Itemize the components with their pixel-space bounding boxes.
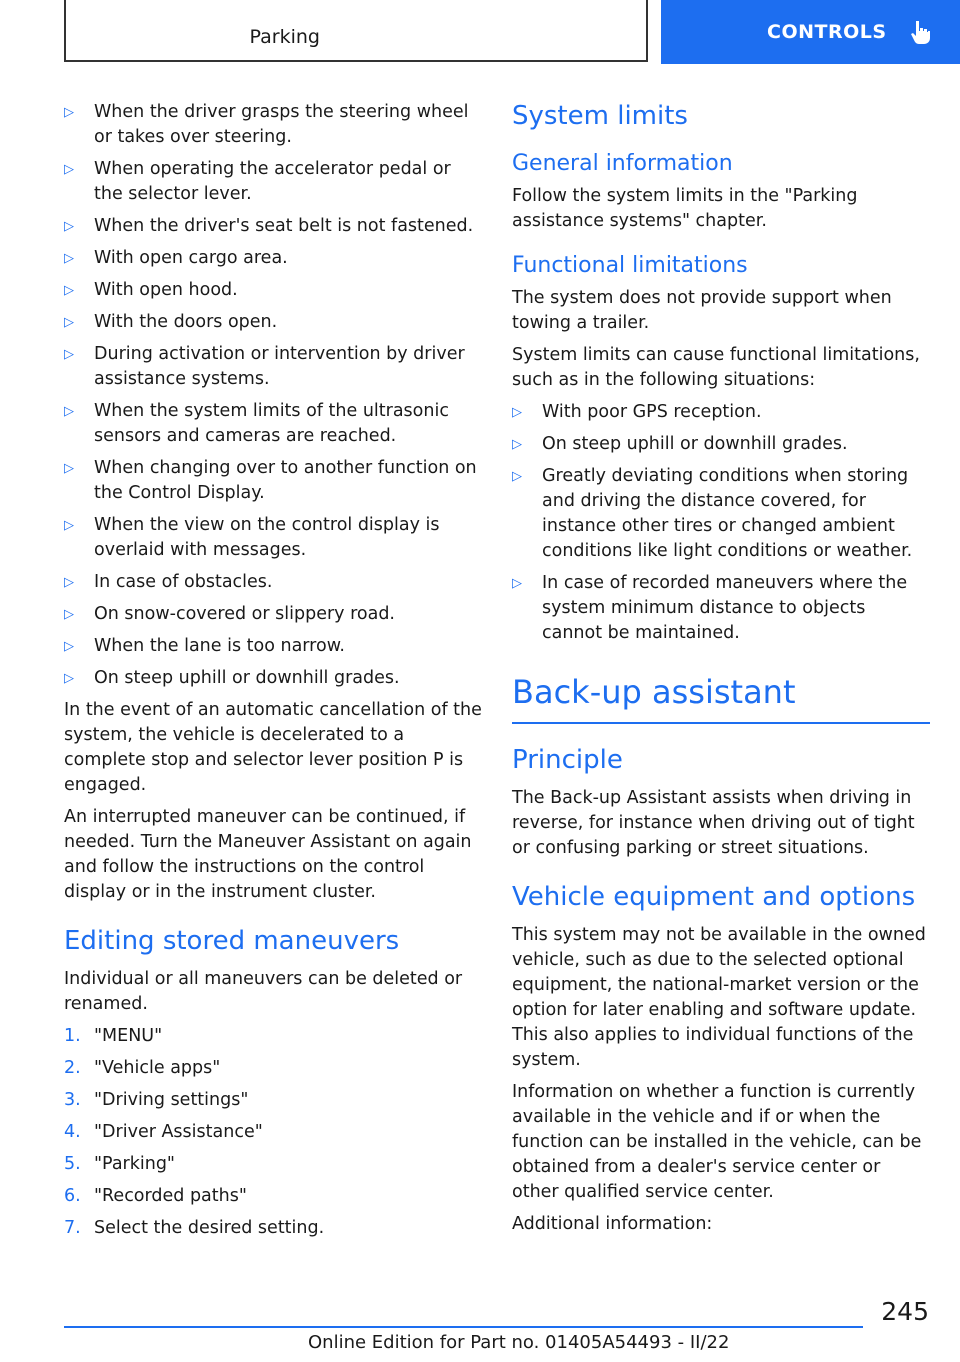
list-item: ▷ Greatly deviating conditions when storing and driving the distance covered, for instance other tires or changed ambient conditions like light conditions or weather.	[512, 466, 913, 561]
principle-text: The Back-up Assistant assists when driving in reverse, for instance when driving out of tight or confusing parking or street situations.	[512, 788, 915, 858]
cancellation-paragraph: In the event of an automatic cancellation of the system, the vehicle is decelerated to a complete stop and selector lever position P is engaged.	[64, 700, 482, 795]
list-item: ▷ When the driver's seat belt is not fastened.	[64, 214, 484, 239]
triangle-bullet-icon: ▷	[64, 219, 74, 234]
list-item: ▷ When the driver grasps the steering wheel or takes over steering.	[64, 102, 469, 147]
list-item: 3. "Driving settings"	[64, 1090, 249, 1110]
list-item: 4. "Driver Assistance"	[64, 1122, 263, 1142]
left-column	[64, 100, 484, 1248]
tab-controls-label: CONTROLS	[767, 21, 887, 43]
editing-intro: Individual or all maneuvers can be deleted or renamed.	[64, 969, 463, 1014]
triangle-bullet-icon: ▷	[64, 404, 74, 419]
list-item: 2. "Vehicle apps"	[64, 1058, 221, 1078]
general-information-text: Follow the system limits in the "Parking assistance systems" chapter.	[512, 186, 858, 231]
functional-limitations-heading: Functional limitations	[512, 253, 748, 278]
footer-divider	[64, 1326, 863, 1328]
list-item: ▷ On steep uphill or downhill grades.	[512, 432, 930, 457]
list-item: 5. "Parking"	[64, 1154, 175, 1174]
continue-paragraph: An interrupted maneuver can be continued, if needed. Turn the Maneuver Assistant on again and follow the instructions on the control display or in the instrument cluster.	[64, 807, 472, 902]
triangle-bullet-icon: ▷	[512, 437, 522, 452]
list-item: 7. Select the desired setting.	[64, 1218, 325, 1238]
header-section-title: Parking	[249, 26, 320, 48]
list-item: ▷ With open hood.	[64, 278, 484, 303]
pointing-hand-icon	[907, 19, 933, 45]
functional-limitations-text-1: The system does not provide support when towing a trailer.	[512, 288, 892, 333]
list-item: ▷ When the lane is too narrow.	[64, 634, 484, 659]
list-item: ▷ In case of obstacles.	[64, 570, 484, 595]
list-item: ▷ On snow-covered or slippery road.	[64, 602, 484, 627]
triangle-bullet-icon: ▷	[64, 607, 74, 622]
editing-maneuvers-heading: Editing stored maneuvers	[64, 926, 400, 956]
right-column	[512, 100, 930, 1244]
triangle-bullet-icon: ▷	[512, 576, 522, 591]
triangle-bullet-icon: ▷	[64, 283, 74, 298]
list-item: ▷ When the view on the control display is overlaid with messages.	[64, 515, 440, 560]
triangle-bullet-icon: ▷	[64, 575, 74, 590]
list-item: ▷ In case of recorded maneuvers where the system minimum distance to objects cannot be maintained.	[512, 573, 908, 643]
principle-heading: Principle	[512, 745, 623, 775]
list-item: 1. "MENU"	[64, 1026, 163, 1046]
functional-limitations-text-2: System limits can cause functional limitations, such as in the following situations:	[512, 345, 920, 390]
triangle-bullet-icon: ▷	[64, 461, 74, 476]
list-item: ▷ On steep uphill or downhill grades.	[64, 666, 484, 691]
triangle-bullet-icon: ▷	[64, 105, 74, 120]
editing-steps-list	[64, 1024, 484, 1241]
vehicle-equipment-heading: Vehicle equipment and options	[512, 882, 916, 912]
header-frame	[64, 0, 648, 62]
backup-assistant-heading: Back-up assistant	[512, 672, 930, 724]
list-item: ▷ With poor GPS reception.	[512, 400, 930, 425]
list-item: ▷ When the system limits of the ultrasonic sensors and cameras are reached.	[64, 401, 449, 446]
footer-edition: Online Edition for Part no. 01405A54493 - II/22	[308, 1332, 730, 1353]
triangle-bullet-icon: ▷	[64, 315, 74, 330]
vehicle-equipment-text: This system may not be available in the owned vehicle, such as due to the selected optional equipment, the national-market version or the option for later enabling and software update. This also applies to individual functions of the system.	[512, 925, 926, 1070]
cancellation-conditions-list	[64, 100, 484, 691]
triangle-bullet-icon: ▷	[64, 639, 74, 654]
availability-info-text: Information on whether a function is currently available in the vehicle and if or when the function can be installed in the vehicle, can be obtained from a dealer's service center or other qualified service center.	[512, 1082, 922, 1202]
list-item: ▷ With open cargo area.	[64, 246, 484, 271]
system-limits-heading: System limits	[512, 101, 688, 131]
triangle-bullet-icon: ▷	[64, 518, 74, 533]
list-item: 6. "Recorded paths"	[64, 1186, 247, 1206]
page-number: 245	[881, 1297, 929, 1326]
tab-controls[interactable]	[661, 0, 960, 64]
triangle-bullet-icon: ▷	[64, 347, 74, 362]
list-item: ▷ When changing over to another function on the Control Display.	[64, 458, 477, 503]
limitations-list	[512, 400, 930, 646]
triangle-bullet-icon: ▷	[512, 469, 522, 484]
triangle-bullet-icon: ▷	[64, 251, 74, 266]
triangle-bullet-icon: ▷	[64, 162, 74, 177]
additional-information: Additional information:	[512, 1214, 713, 1234]
list-item: ▷ With the doors open.	[64, 310, 484, 335]
triangle-bullet-icon: ▷	[512, 405, 522, 420]
list-item: ▷ When operating the accelerator pedal or the selector lever.	[64, 159, 451, 204]
general-information-heading: General information	[512, 151, 733, 176]
list-item: ▷ During activation or intervention by driver assistance systems.	[64, 344, 465, 389]
triangle-bullet-icon: ▷	[64, 671, 74, 686]
